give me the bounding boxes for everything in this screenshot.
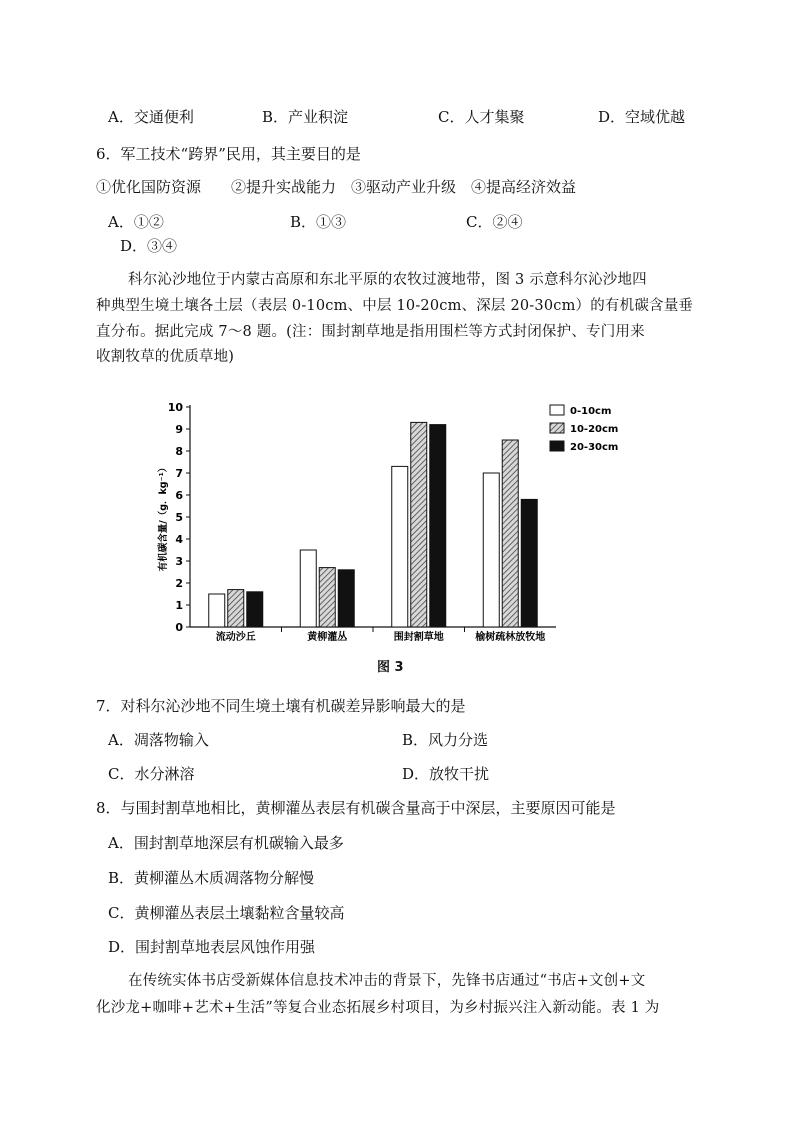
y-tick-label: 7 bbox=[175, 467, 183, 480]
q7-option-c: C．水分淋溶 bbox=[108, 765, 195, 783]
q6-option-d: D．③④ bbox=[120, 237, 178, 255]
q5-option-a: A．交通便利 bbox=[108, 108, 194, 126]
q6-items: ①优化国防资源 ②提升实战能力 ③驱动产业升级 ④提高经济效益 bbox=[96, 178, 577, 196]
y-tick-label: 8 bbox=[175, 445, 183, 458]
q6-stem: 6．军工技术“跨界”民用，其主要目的是 bbox=[96, 145, 361, 163]
q8-stem: 8．与围封割草地相比，黄柳灌丛表层有机碳含量高于中深层，主要原因可能是 bbox=[96, 799, 616, 817]
legend-swatch bbox=[550, 423, 564, 433]
y-tick-label: 4 bbox=[175, 533, 183, 546]
x-tick-label: 围封割草地 bbox=[393, 632, 444, 643]
legend-swatch bbox=[550, 405, 564, 415]
legend-label: 10-20cm bbox=[570, 424, 619, 435]
q6-option-a: A．①② bbox=[108, 213, 164, 231]
bar-1-2 bbox=[228, 590, 244, 627]
intro-line-2: 种典型生境土壤各土层（表层 0-10cm、中层 10-20cm、深层 20-30cm）的有机碳含量垂 bbox=[96, 298, 694, 314]
bar-4-3 bbox=[521, 499, 537, 627]
x-tick-label: 黄柳灌丛 bbox=[307, 632, 348, 643]
y-tick-label: 6 bbox=[175, 489, 183, 502]
q5-option-d: D．空域优越 bbox=[598, 108, 686, 126]
q6-option-c: C．②④ bbox=[466, 213, 523, 231]
outro-line-2: 化沙龙+咖啡+艺术+生活”等复合业态拓展乡村项目，为乡村振兴注入新动能。表 1 为 bbox=[96, 1000, 660, 1016]
organic-carbon-chart bbox=[150, 395, 630, 650]
legend-label: 0-10cm bbox=[570, 406, 612, 417]
x-tick-label: 流动沙丘 bbox=[215, 632, 256, 643]
bar-1-3 bbox=[247, 592, 263, 627]
y-tick-label: 5 bbox=[175, 511, 183, 524]
q8-option-d: D．围封割草地表层风蚀作用强 bbox=[108, 938, 316, 956]
figure-caption: 图 3 bbox=[377, 660, 404, 675]
q5-option-c: C．人才集聚 bbox=[438, 108, 525, 126]
q8-option-b: B．黄柳灌丛木质凋落物分解慢 bbox=[108, 869, 315, 887]
y-tick-label: 2 bbox=[175, 577, 183, 590]
q5-option-b: B．产业积淀 bbox=[262, 108, 349, 126]
q7-option-a: A．凋落物输入 bbox=[108, 731, 209, 749]
bar-2-3 bbox=[338, 570, 354, 627]
intro-line-1: 科尔沁沙地位于内蒙古高原和东北平原的农牧过渡地带，图 3 示意科尔沁沙地四 bbox=[128, 272, 647, 288]
intro-line-3: 直分布。据此完成 7～8 题。(注：围封割草地是指用围栏等方式封闭保护、专门用来 bbox=[96, 324, 645, 340]
q8-option-a: A．围封割草地深层有机碳输入最多 bbox=[108, 834, 344, 852]
q8-option-c: C．黄柳灌丛表层土壤黏粒含量较高 bbox=[108, 904, 345, 922]
bar-4-1 bbox=[483, 473, 499, 627]
bar-2-2 bbox=[319, 568, 335, 627]
y-tick-label: 10 bbox=[167, 401, 183, 414]
intro-line-4: 收割牧草的优质草地) bbox=[96, 349, 235, 365]
y-axis-label: 有机碳含量/（g．kg⁻¹） bbox=[158, 462, 169, 572]
q7-option-d: D．放牧干扰 bbox=[402, 765, 490, 783]
q7-stem: 7．对科尔沁沙地不同生境土壤有机碳差异影响最大的是 bbox=[96, 697, 466, 715]
bar-3-3 bbox=[430, 425, 446, 627]
x-tick-label: 榆树疏林放牧地 bbox=[475, 632, 546, 643]
bar-4-2 bbox=[502, 440, 518, 627]
bar-3-1 bbox=[392, 466, 408, 627]
q7-option-b: B．风力分选 bbox=[402, 731, 489, 749]
y-tick-label: 3 bbox=[175, 555, 183, 568]
bar-2-1 bbox=[300, 550, 316, 627]
legend-label: 20-30cm bbox=[570, 442, 619, 453]
bar-1-1 bbox=[209, 594, 225, 627]
q6-option-b: B．①③ bbox=[290, 213, 347, 231]
y-tick-label: 0 bbox=[175, 621, 183, 634]
bar-3-2 bbox=[411, 422, 427, 627]
outro-line-1: 在传统实体书店受新媒体信息技术冲击的背景下，先锋书店通过“书店+文创+文 bbox=[128, 973, 646, 989]
y-tick-label: 9 bbox=[175, 423, 183, 436]
y-tick-label: 1 bbox=[175, 599, 183, 612]
legend-swatch bbox=[550, 441, 564, 451]
